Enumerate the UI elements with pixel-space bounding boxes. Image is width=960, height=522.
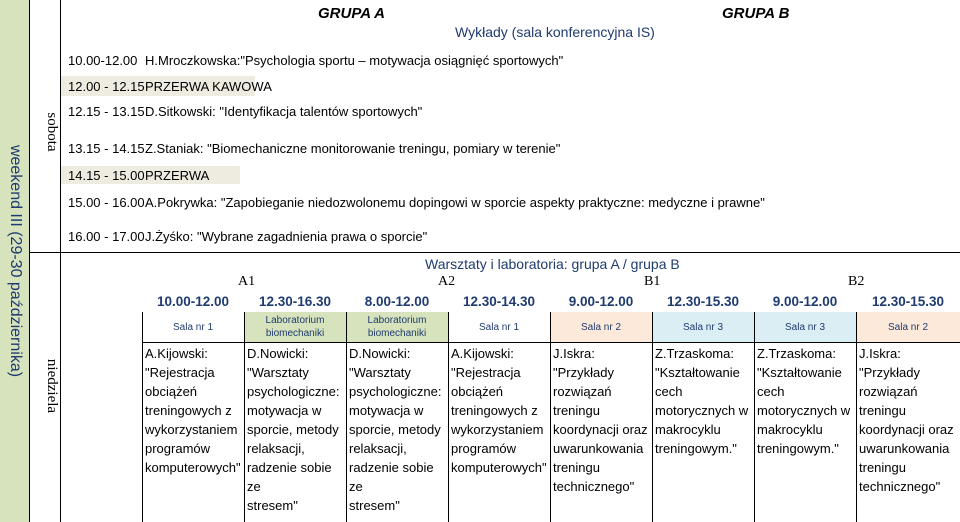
lecture-title: D.Sitkowski: "Identyfikacja talentów sportowych" — [145, 104, 423, 119]
lecture-title: A.Pokrywka: "Zapobieganie niedozwolonemu dopingowi w sporcie aspekty praktyczne: medyczne i prawne" — [145, 195, 765, 210]
lecture-time: 16.00 - 17.00 — [68, 229, 145, 244]
lecture-title: Z.Staniak: "Biomechaniczne monitorowanie treningu, pomiary w terenie" — [145, 141, 561, 156]
session-time: 12.30-15.30 — [666, 294, 740, 309]
lecture-title: PRZERWA — [145, 168, 210, 183]
session-time: 9.00-12.00 — [568, 294, 634, 309]
column-divider — [448, 312, 449, 522]
session-cell: J.Iskra: "Przykłady rozwiązań treningu koordynacji oraz uwarunkowania treningu technicznego" — [859, 346, 954, 494]
lecture-title: PRZERWA KAWOWA — [145, 79, 272, 94]
session-time: 12.30-14.30 — [462, 294, 536, 309]
column-divider — [856, 312, 857, 522]
session-time: 9.00-12.00 — [772, 294, 838, 309]
session-time: 12.30-16.30 — [258, 294, 332, 309]
group-label: B2 — [848, 274, 865, 289]
session-cell: D.Nowicki: "Warsztaty psychologiczne: motywacja w sporcie, metody relaksacji, radzenie sobie ze stresem" — [247, 346, 340, 513]
room-label: Sala nr 3 — [754, 312, 856, 342]
column-divider — [244, 312, 245, 522]
day-saturday: sobota — [44, 112, 60, 152]
room-label: Sala nr 2 — [856, 312, 960, 342]
session-cell: Z.Trzaskoma: "Kształtowanie cech motorycznych w makrocyklu treningowym." — [757, 346, 851, 456]
column-divider — [142, 312, 143, 522]
room-label: Sala nr 2 — [550, 312, 652, 342]
room-row-divider — [142, 342, 960, 343]
group-label: A2 — [438, 274, 456, 289]
room-label: Sala nr 3 — [652, 312, 754, 342]
session-time: 10.00-12.00 — [156, 294, 230, 309]
lecture-time: 14.15 - 15.00 — [68, 168, 145, 183]
room-label: Laboratorium biomechaniki — [346, 312, 448, 342]
day-divider — [30, 252, 960, 253]
weekend-label: weekend III (29-30 października) — [7, 144, 24, 378]
room-label: Sala nr 1 — [172, 321, 214, 333]
lectures-header: Wykłady (sala konferencyjna IS) — [455, 24, 655, 40]
lecture-time: 12.00 - 12.15 — [68, 79, 145, 94]
room-label: Laboratorium biomechaniki — [244, 312, 346, 342]
session-cell: A.Kijowski: "Rejestracja obciążeń treningowych z wykorzystaniem programów komputerowych" — [451, 346, 547, 475]
column-divider — [652, 312, 653, 522]
day-sunday: niedziela — [44, 358, 60, 414]
column-divider — [754, 312, 755, 522]
column-divider — [550, 312, 551, 522]
lecture-time: 10.00-12.00 — [68, 53, 138, 68]
column-divider — [346, 312, 347, 522]
session-cell: Z.Trzaskoma: "Kształtowanie cech motorycznych w makrocyklu treningowym." — [655, 346, 749, 456]
session-cell: D.Nowicki: "Warsztaty psychologiczne: motywacja w sporcie, metody relaksacji, radzenie sobie ze stresem" — [349, 346, 442, 513]
lecture-title: J.Żyśko: "Wybrane zagadnienia prawa o sporcie" — [145, 229, 428, 244]
session-cell: J.Iskra: "Przykłady rozwiązań treningu koordynacji oraz uwarunkowania treningu technicznego" — [553, 346, 648, 494]
group-label: A1 — [238, 274, 256, 289]
lecture-time: 15.00 - 16.00 — [68, 195, 145, 210]
room-label: Sala nr 1 — [478, 321, 520, 333]
lecture-title: H.Mroczkowska:"Psychologia sportu – motywacja osiągnięć sportowych" — [145, 53, 564, 68]
group-label: B1 — [644, 274, 661, 289]
weekend-sidebar — [0, 0, 30, 522]
lecture-time: 12.15 - 13.15 — [68, 104, 145, 119]
session-time: 8.00-12.00 — [364, 294, 430, 309]
workshops-title: Warsztaty i laboratoria: grupa A / grupa B — [425, 256, 680, 272]
session-cell: A.Kijowski: "Rejestracja obciążeń treningowych z wykorzystaniem programów komputerowych" — [145, 346, 241, 475]
session-time: 12.30-15.30 — [871, 294, 945, 309]
group-b-header: GRUPA B — [722, 5, 790, 22]
lecture-time: 13.15 - 14.15 — [68, 141, 145, 156]
day-label-divider — [60, 0, 61, 522]
group-a-header: GRUPA A — [318, 5, 385, 22]
